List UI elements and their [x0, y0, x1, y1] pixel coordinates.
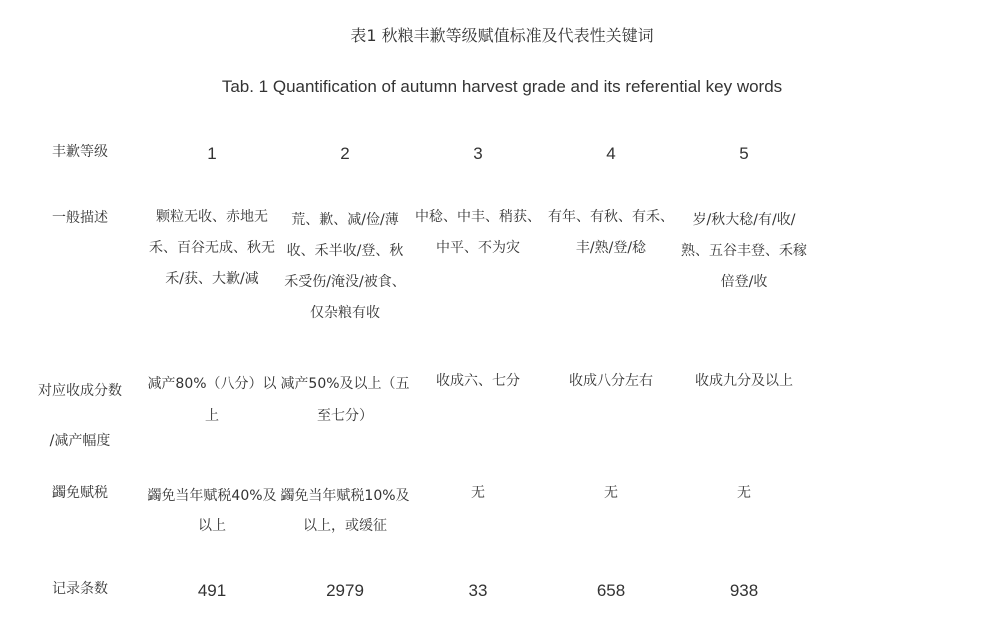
records-cell-2: 2979 — [326, 581, 364, 600]
records-cell-1: 491 — [197, 581, 227, 600]
yield-cell-4: 收成八分左右 — [569, 373, 653, 389]
table-title-chinese: 表1 秋粮丰歉等级赋值标准及代表性关键词 — [350, 26, 654, 45]
yield-cell-2: 减产50%及以上（五 至七分） — [280, 376, 410, 424]
tax-cell-5: 无 — [737, 485, 751, 501]
grade-cell-4: 4 — [606, 144, 616, 163]
row-label-grade: 丰歉等级 — [52, 144, 108, 160]
row-label-tax: 蠲免赋税 — [52, 485, 108, 501]
row-label-yield: 对应收成分数 /减产幅度 — [38, 383, 122, 449]
description-cell-1: 颗粒无收、赤地无 禾、百谷无成、秋无 禾/获、大歉/减 — [149, 209, 275, 287]
description-cell-4: 有年、有秋、有禾、 丰/熟/登/稔 — [548, 209, 674, 256]
description-cell-3: 中稔、中丰、稍获、 中平、不为灾 — [415, 209, 541, 256]
yield-cell-3: 收成六、七分 — [436, 373, 520, 389]
tax-cell-4: 无 — [604, 485, 618, 501]
grade-cell-5: 5 — [739, 144, 749, 163]
row-label-records: 记录条数 — [52, 581, 108, 597]
row-label-description: 一般描述 — [52, 210, 108, 226]
grade-cell-2: 2 — [340, 144, 350, 163]
yield-cell-5: 收成九分及以上 — [695, 373, 793, 389]
grade-cell-1: 1 — [207, 144, 217, 163]
records-cell-3: 33 — [468, 581, 488, 600]
records-cell-4: 658 — [596, 581, 626, 600]
yield-cell-1: 减产80%（八分）以 上 — [147, 376, 277, 424]
records-cell-5: 938 — [729, 581, 759, 600]
tax-cell-1: 蠲免当年赋税40%及 以上 — [147, 488, 277, 534]
description-cell-5: 岁/秋大稔/有/收/ 熟、五谷丰登、禾稼 倍登/收 — [681, 212, 807, 290]
grade-cell-3: 3 — [473, 144, 483, 163]
tax-cell-3: 无 — [471, 485, 485, 501]
description-cell-2: 荒、歉、减/俭/薄 收、禾半收/登、秋 禾受伤/淹没/被食、 仅杂粮有收 — [284, 212, 406, 321]
table-title-english: Tab. 1 Quantification of autumn harvest grade and its referential key words — [221, 77, 783, 96]
tax-cell-2: 蠲免当年赋税10%及 以上，或缓征 — [280, 488, 410, 534]
